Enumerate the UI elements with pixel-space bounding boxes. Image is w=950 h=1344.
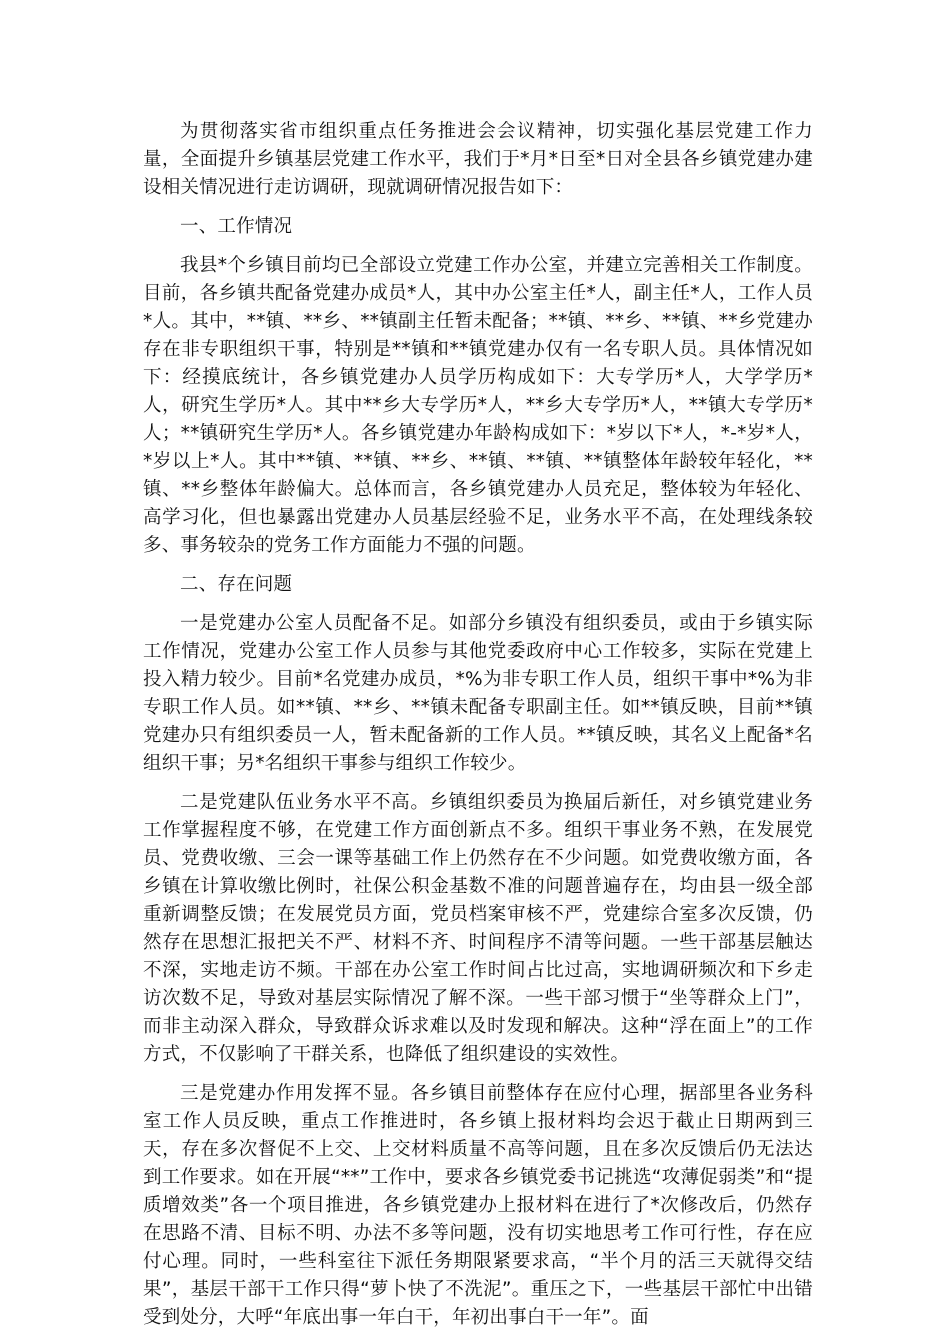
problem-paragraph-staffing: 一是党建办公室人员配备不足。如部分乡镇没有组织委员，或由于乡镇实际工作情况，党建办公室工作人员参与其他党委政府中心工作较多，实际在党建上投入精力较少。目前*名党建办成员，*%为非专职工作人员，组织干事中*%为非专职工作人员。如**镇、**乡、**镇未配备专职副主任。如**镇反映，目前**镇党建办只有组织委员一人，暂未配备新的工作人员。**镇反映，其名义上配备*名组织干事；另*名组织干事参与组织工作较少。 (143, 613, 813, 774)
document-body (143, 118, 813, 1343)
problem-paragraph-skill-level: 二是党建队伍业务水平不高。乡镇组织委员为换届后新任，对乡镇党建业务工作掌握程度不够，在党建工作方面创新点不多。组织干事业务不熟，在发展党员、党费收缴、三会一课等基础工作上仍然存在不少问题。如党费收缴方面，各乡镇在计算收缴比例时，社保公积金基数不准的问题普遍存在，均由县一级全部重新调整反馈；在发展党员方面，党员档案审核不严，党建综合室多次反馈，仍然存在思想汇报把关不严、材料不齐、时间程序不清等问题。一些干部基层触达不深，实地走访不频。干部在办公室工作时间占比过高，实地调研频次和下乡走访次数不足，导致对基层实际情况了解不深。一些干部习惯于“坐等群众上门”，而非主动深入群众，导致群众诉求难以及时发现和解决。这种“浮在面上”的工作方式，不仅影响了干群关系，也降低了组织建设的实效性。 (143, 792, 813, 1065)
section-heading-work-status: 一、工作情况 (180, 216, 293, 237)
problem-paragraph-office-role: 三是党建办作用发挥不显。各乡镇目前整体存在应付心理，据部里各业务科室工作人员反映，重点工作推进时，各乡镇上报材料均会迟于截止日期两到三天，存在多次督促不上交、上交材料质量不高等问题，且在多次反馈后仍无法达到工作要求。如在开展“**”工作中，要求各乡镇党委书记挑选“攻薄促弱类”和“提质增效类”各一个项目推进，各乡镇党建办上报材料在进行了*次修改后，仍然存在思路不清、目标不明、办法不多等问题，没有切实地思考工作可行性，存在应付心理。同时，一些科室往下派任务期限紧要求高，“半个月的活三天就得交结果”，基层干部干工作只得“萝卜快了不洗泥”。重压之下，一些基层干部忙中出错受到处分，大呼“年底出事一年白干，年初出事白干一年”。面 (143, 1083, 813, 1328)
section-heading-problems: 二、存在问题 (180, 574, 293, 595)
work-status-paragraph: 我县*个乡镇目前均已全部设立党建工作办公室，并建立完善相关工作制度。目前，各乡镇共配备党建办成员*人，其中办公室主任*人，副主任*人，工作人员*人。其中，**镇、**乡、**镇副主任暂未配备；**镇、**乡、**镇、**乡党建办存在非专职组织干事，特别是**镇和**镇党建办仅有一名专职人员。具体情况如下：经摸底统计，各乡镇党建办人员学历构成如下：大专学历*人，大学学历*人，研究生学历*人。其中**乡大专学历*人，**乡大专学历*人，**镇大专学历*人；**镇研究生学历*人。各乡镇党建办年龄构成如下：*岁以下*人，*-*岁*人，*岁以上*人。其中**镇、**镇、**乡、**镇、**镇、**镇整体年龄较年轻化，**镇、**乡整体年龄偏大。总体而言，各乡镇党建办人员充足，整体较为年轻化、高学习化，但也暴露出党建办人员基层经验不足，业务水平不高，在处理线条较多、事务较杂的党务工作方面能力不强的问题。 (143, 255, 813, 556)
intro-paragraph: 为贯彻落实省市组织重点任务推进会会议精神，切实强化基层党建工作力量，全面提升乡镇基层党建工作水平，我们于*月*日至*日对全县各乡镇党建办建设相关情况进行走访调研，现就调研情况报告如下： (143, 121, 813, 198)
